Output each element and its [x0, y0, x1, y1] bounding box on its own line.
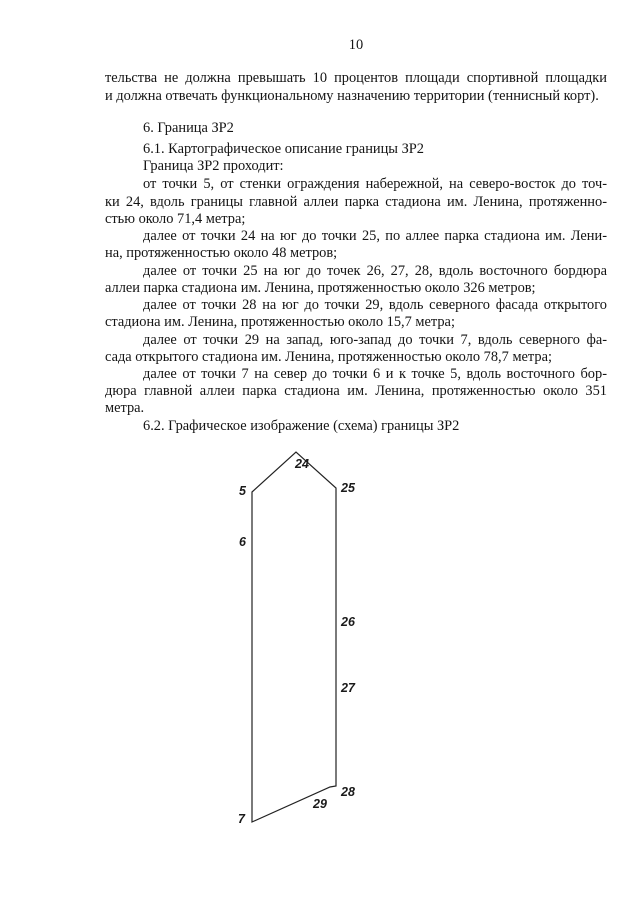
- point-label-29: 29: [313, 797, 327, 811]
- point-label-27: 27: [341, 681, 355, 695]
- text-line: тельства не должна превышать 10 процентов площади спортивной площадки: [105, 70, 607, 86]
- page-number: 10: [348, 37, 364, 53]
- text-line: далее от точки 24 на юг до точки 25, по аллее парка стадиона им. Лени-: [143, 228, 607, 244]
- text-line: от точки 5, от стенки ограждения набережной, на северо-восток до точ-: [143, 176, 607, 192]
- text-line: сада открытого стадиона им. Ленина, протяженностью около 78,7 метра;: [105, 349, 552, 365]
- point-label-6: 6: [239, 535, 246, 549]
- text-line: дюра главной аллеи парка стадиона им. Ленина, протяженностью около 351: [105, 383, 607, 399]
- point-label-5: 5: [239, 484, 246, 498]
- text-line: далее от точки 28 на юг до точки 29, вдоль северного фасада открытого: [143, 297, 607, 313]
- text-line: Граница ЗР2 проходит:: [143, 158, 284, 174]
- point-label-25: 25: [341, 481, 355, 495]
- text-line: на, протяженностью около 48 метров;: [105, 245, 338, 261]
- text-line: ки 24, вдоль границы главной аллеи парка стадиона им. Ленина, протяженно-: [105, 194, 607, 210]
- text-line: далее от точки 7 на север до точки 6 и к точке 5, вдоль восточного бор-: [143, 366, 607, 382]
- subsection-heading: 6.1. Картографическое описание границы ЗР2: [143, 141, 424, 157]
- boundary-polygon: [252, 452, 336, 822]
- text-line: аллеи парка стадиона им. Ленина, протяженностью около 326 метров;: [105, 280, 536, 296]
- text-line: стадиона им. Ленина, протяженностью около 15,7 метра;: [105, 314, 455, 330]
- point-label-28: 28: [341, 785, 355, 799]
- section-heading: 6. Граница ЗР2: [143, 120, 234, 136]
- text-line: далее от точки 29 на запад, юго-запад до точки 7, вдоль северного фа-: [143, 332, 607, 348]
- text-line: и должна отвечать функциональному назначению территории (теннисный корт).: [105, 88, 599, 104]
- text-line: далее от точки 25 на юг до точек 26, 27, 28, вдоль восточного бордюра: [143, 263, 607, 279]
- text-line: метра.: [105, 400, 145, 416]
- point-label-7: 7: [238, 812, 245, 826]
- point-label-26: 26: [341, 615, 355, 629]
- text-line: стью около 71,4 метра;: [105, 211, 246, 227]
- point-label-24: 24: [295, 457, 309, 471]
- subsection-heading: 6.2. Графическое изображение (схема) границы ЗР2: [143, 418, 460, 434]
